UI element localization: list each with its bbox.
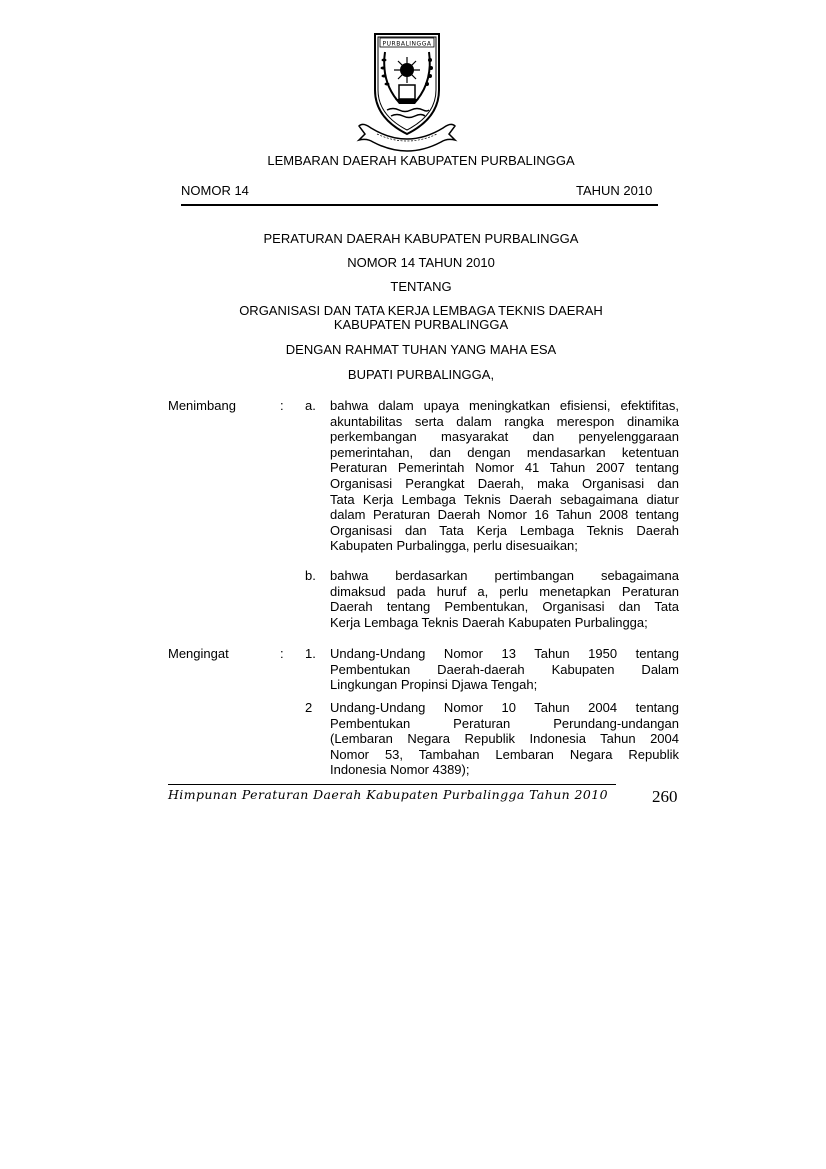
footer-rule bbox=[168, 784, 616, 785]
text-line: Organisasi dan Tata Kerja Lembaga Teknis Daerah bbox=[330, 522, 679, 538]
text-line: dalam Peraturan Daerah Nomor 16 Tahun 2008 tentang bbox=[330, 507, 679, 523]
page-number: 260 bbox=[652, 787, 678, 806]
text-line: Undang-Undang Nomor 13 Tahun 1950 tentang bbox=[330, 646, 679, 661]
text-line: Pembentukan Peraturan Perundang-undangan bbox=[330, 715, 679, 731]
text-line: pemerintahan, dan dengan mendasarkan ketentuan bbox=[330, 444, 679, 460]
text-line: perkembangan masyarakat dan penyelenggaraan bbox=[330, 429, 679, 445]
purbalingga-emblem bbox=[353, 30, 461, 152]
menimbang-item-a bbox=[330, 398, 679, 554]
text-line: Pembentukan Daerah-daerah Kabupaten Dalam bbox=[330, 661, 679, 677]
mengingat-colon: : bbox=[280, 646, 284, 661]
menimbang-item-b bbox=[330, 568, 679, 630]
tentang-label: TENTANG bbox=[390, 279, 452, 294]
mengingat-marker-1: 1. bbox=[305, 646, 316, 661]
text-line: akuntabilitas serta dalam rangka merespon dinamika bbox=[330, 413, 679, 429]
text-line: bahwa berdasarkan pertimbangan sebagaimana bbox=[330, 568, 679, 583]
text-line: dimaksud pada huruf a, perlu menetapkan Peraturan bbox=[330, 583, 679, 599]
menimbang-marker-b: b. bbox=[305, 568, 316, 583]
menimbang-label: Menimbang bbox=[168, 398, 236, 413]
regulation-title: PERATURAN DAERAH KABUPATEN PURBALINGGA bbox=[263, 231, 579, 246]
menimbang-colon: : bbox=[280, 398, 284, 413]
regulation-subject-line2: KABUPATEN PURBALINGGA bbox=[333, 317, 509, 332]
text-line: Kerja Lembaga Teknis Daerah Kabupaten Purbalingga; bbox=[330, 614, 648, 630]
text-line: (Lembaran Negara Republik Indonesia Tahun 2004 bbox=[330, 731, 679, 747]
menimbang-marker-a: a. bbox=[305, 398, 316, 413]
text-line: Undang-Undang Nomor 10 Tahun 2004 tentang bbox=[330, 700, 679, 715]
nomor-label: NOMOR 14 bbox=[181, 183, 249, 198]
mengingat-item-1 bbox=[330, 646, 679, 693]
publication-title: LEMBARAN DAERAH KABUPATEN PURBALINGGA bbox=[267, 153, 575, 168]
text-line: bahwa dalam upaya meningkatkan efisiensi, efektifitas, bbox=[330, 398, 679, 413]
text-line: Organisasi Perangkat Daerah, maka Organisasi dan bbox=[330, 475, 679, 491]
regulation-number: NOMOR 14 TAHUN 2010 bbox=[347, 255, 495, 270]
regulation-subject-line1: ORGANISASI DAN TATA KERJA LEMBAGA TEKNIS DAERAH bbox=[239, 303, 603, 318]
text-line: Kabupaten Purbalingga, perlu disesuaikan; bbox=[330, 538, 578, 554]
mengingat-label: Mengingat bbox=[168, 646, 229, 661]
svg-text:PURBALINGGA: PURBALINGGA bbox=[382, 40, 432, 48]
regent-title: BUPATI PURBALINGGA, bbox=[347, 367, 495, 382]
tahun-label: TAHUN 2010 bbox=[576, 183, 653, 198]
text-line: Daerah tentang Pembentukan, Organisasi dan Tata bbox=[330, 599, 679, 615]
mengingat-item-2 bbox=[330, 700, 679, 778]
text-line: Tata Kerja Lembaga Teknis Daerah sebagaimana diatur bbox=[330, 491, 679, 507]
preamble-phrase: DENGAN RAHMAT TUHAN YANG MAHA ESA bbox=[285, 342, 557, 357]
text-line: Indonesia Nomor 4389); bbox=[330, 762, 470, 778]
text-line: Lingkungan Propinsi Djawa Tengah; bbox=[330, 677, 538, 693]
mengingat-marker-2: 2 bbox=[305, 700, 313, 715]
text-line: Nomor 53, Tambahan Lembaran Negara Republik bbox=[330, 746, 679, 762]
footer-text: Himpunan Peraturan Daerah Kabupaten Purbalingga Tahun 2010 bbox=[168, 787, 608, 802]
header-rule bbox=[181, 204, 658, 206]
text-line: Peraturan Pemerintah Nomor 41 Tahun 2007 tentang bbox=[330, 460, 679, 476]
